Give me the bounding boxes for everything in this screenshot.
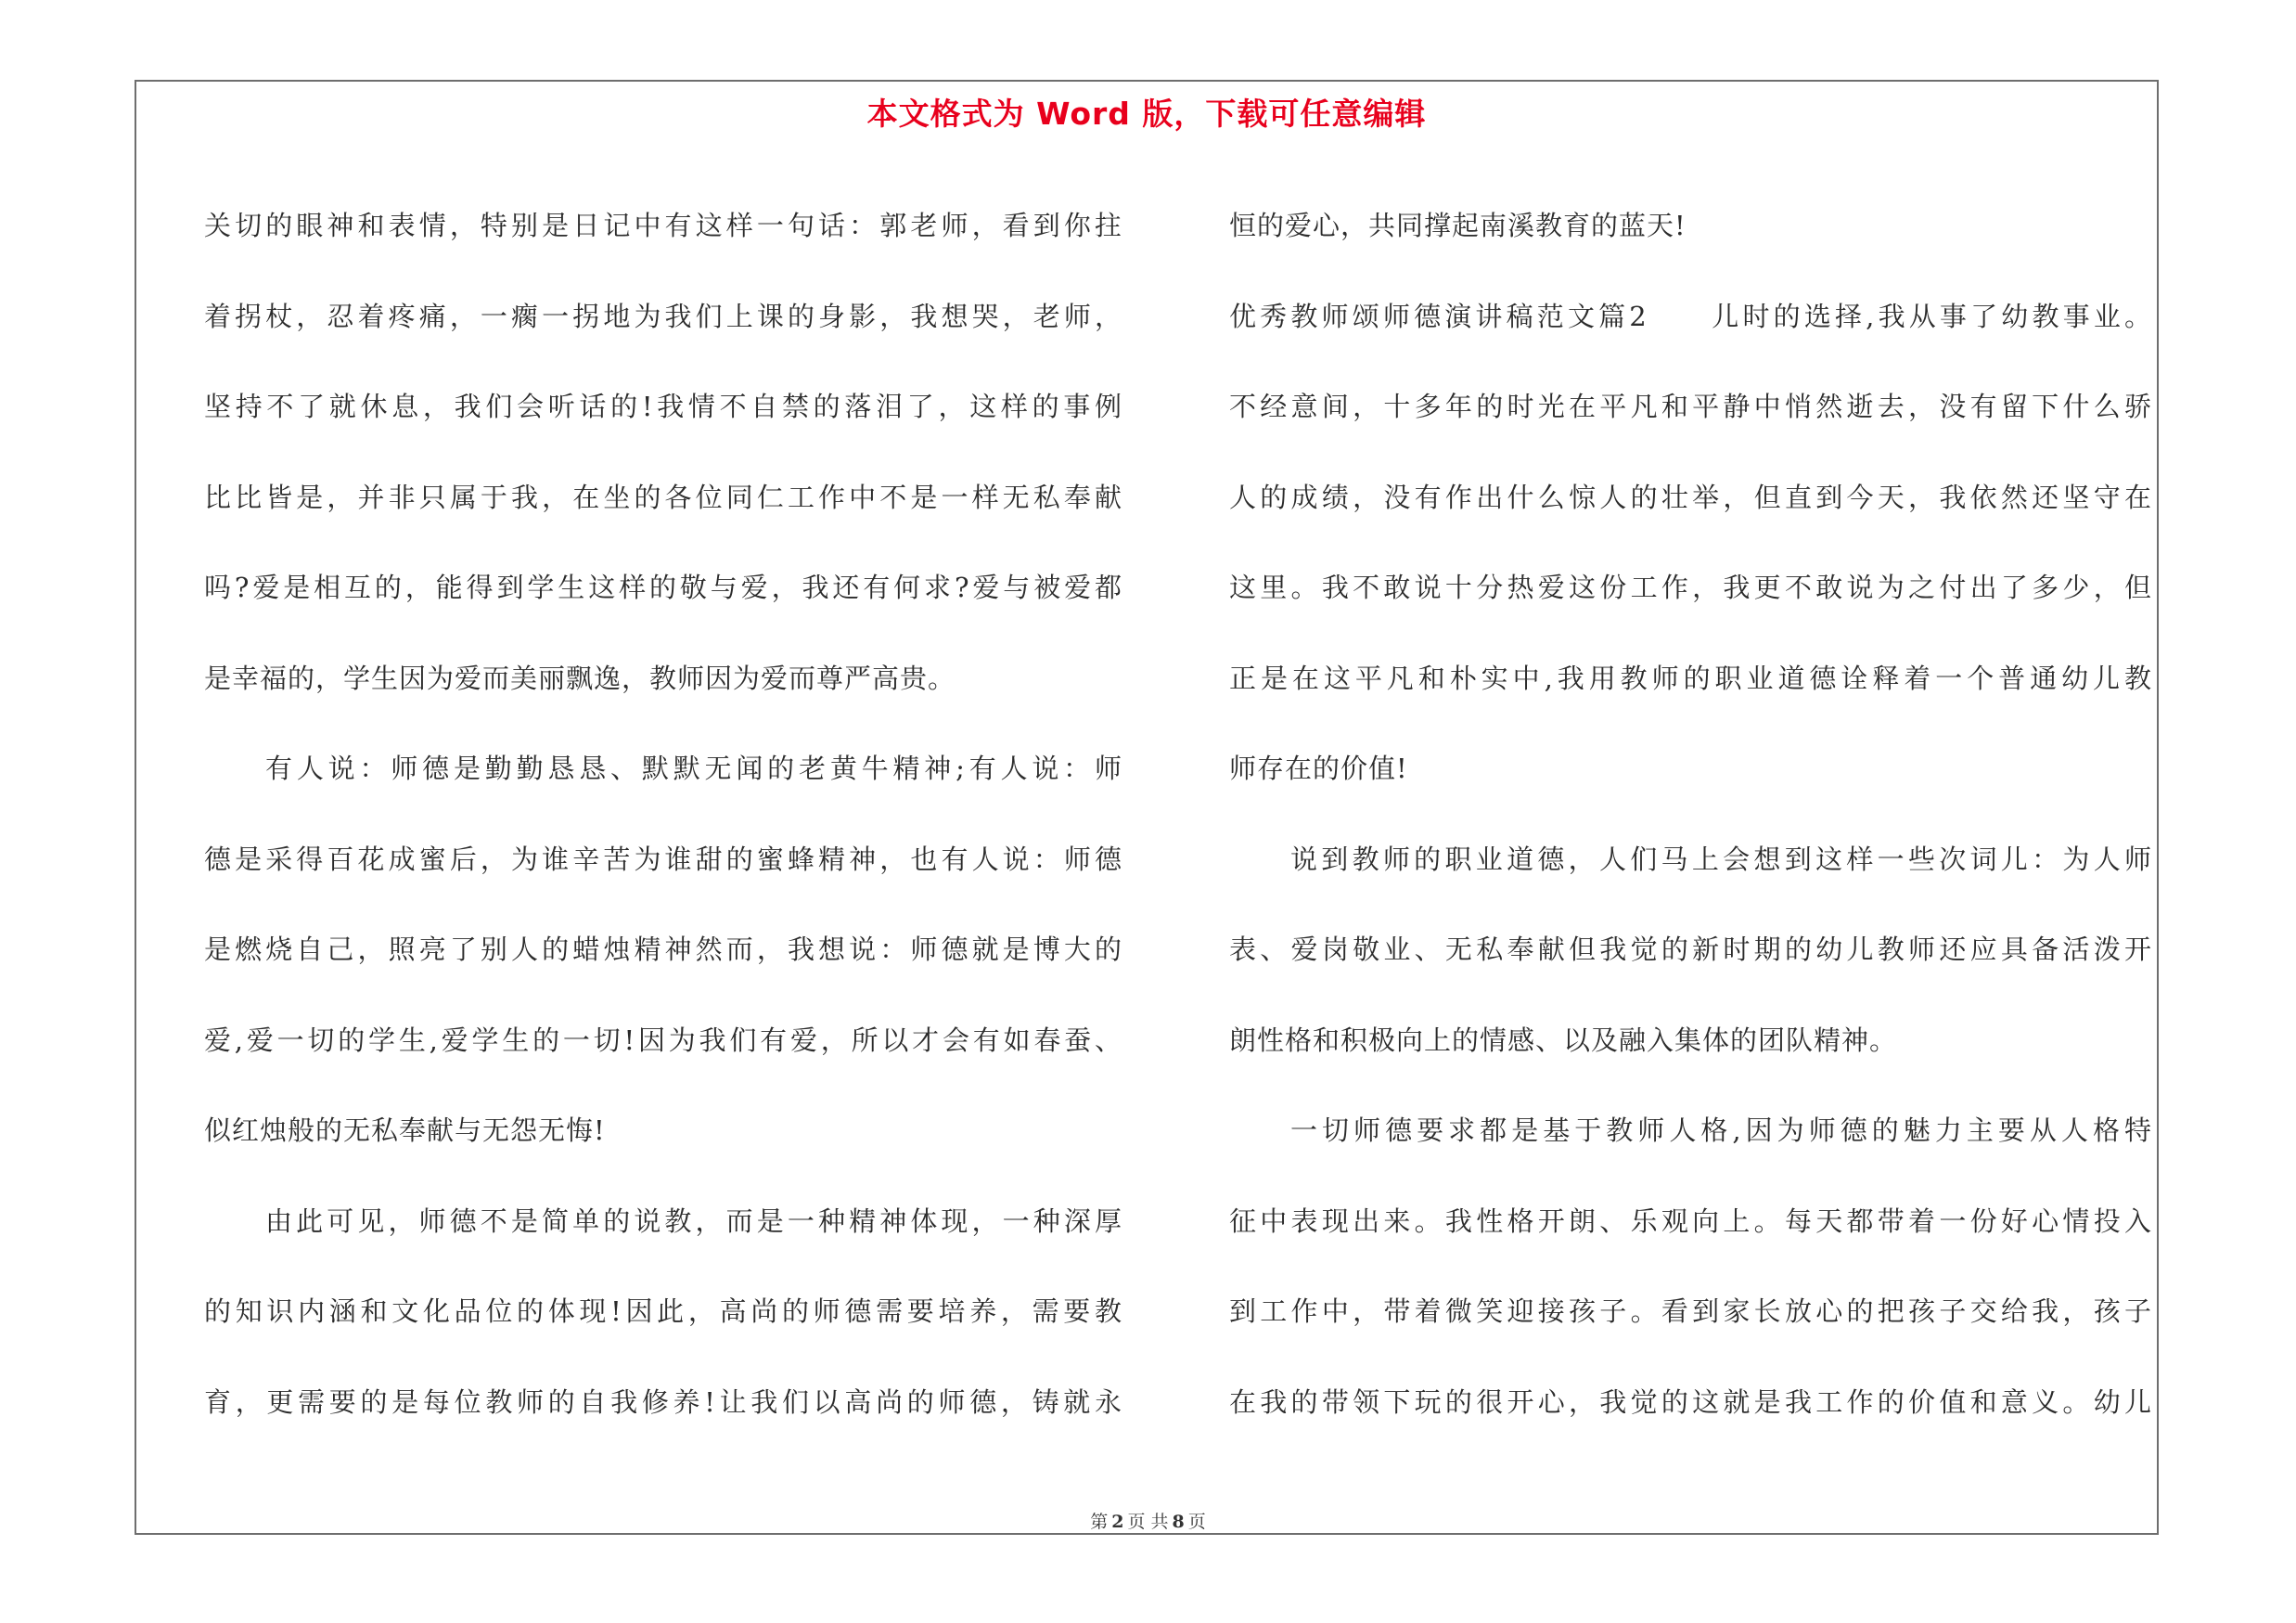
text-line: 是燃烧自己，照亮了别人的蜡烛精神然而，我想说：师德就是博大的 — [204, 934, 1122, 965]
text-line: 不经意间，十多年的时光在平凡和平静中悄然逝去，没有留下什么骄 — [1229, 391, 2152, 422]
text-line: 到工作中，带着微笑迎接孩子。看到家长放心的把孩子交给我，孩子 — [1229, 1295, 2152, 1327]
left-text-column — [204, 181, 1122, 1448]
text-line: 坚持不了就休息，我们会听话的!我情不自禁的落泪了，这样的事例 — [204, 391, 1122, 422]
text-line: 表、爱岗敬业、无私奉献但我觉的新时期的幼儿教师还应具备活泼开 — [1229, 934, 2152, 965]
text-line: 在我的带领下玩的很开心，我觉的这就是我工作的价值和意义。幼儿 — [1229, 1385, 2152, 1418]
footer-middle: 页 共 — [1127, 1512, 1169, 1532]
footer-suffix: 页 — [1187, 1512, 1206, 1532]
text-line: 说到教师的职业道德，人们马上会想到这样一些次词儿：为人师 — [1290, 843, 2152, 875]
total-page-count: 8 — [1172, 1512, 1185, 1532]
text-line: 征中表现出来。我性格开朗、乐观向上。每天都带着一份好心情投入 — [1229, 1204, 2152, 1237]
text-line: 恒的爱心，共同撑起南溪教育的蓝天! — [1229, 210, 1687, 241]
text-line: 似红烛般的无私奉献与无怨无悔! — [204, 1114, 606, 1146]
text-line: 关切的眼神和表情，特别是日记中有这样一句话：郭老师，看到你拄 — [204, 210, 1122, 241]
current-page-number: 2 — [1111, 1512, 1124, 1532]
text-line: 优秀教师颂师德演讲稿范文篇2 儿时的选择,我从事了幼教事业。 — [1229, 300, 2152, 332]
text-line: 有人说：师德是勤勤恳恳、默默无闻的老黄牛精神;有人说：师 — [265, 753, 1122, 784]
text-line: 着拐杖，忍着疼痛，一瘸一拐地为我们上课的身影，我想哭，老师， — [204, 300, 1122, 332]
page-footer — [0, 1508, 2296, 1533]
text-line: 正是在这平凡和朴实中,我用教师的职业道德诠释着一个普通幼儿教 — [1229, 662, 2152, 694]
text-line: 的知识内涵和文化品位的体现!因此，高尚的师德需要培养，需要教 — [204, 1295, 1122, 1327]
text-line: 朗性格和积极向上的情感、以及融入集体的团队精神。 — [1229, 1024, 1898, 1056]
text-line: 师存在的价值! — [1229, 753, 1408, 784]
text-line: 这里。我不敢说十分热爱这份工作，我更不敢说为之付出了多少，但 — [1229, 572, 2152, 603]
text-line: 吗?爱是相互的，能得到学生这样的敬与爱，我还有何求?爱与被爱都 — [204, 572, 1122, 603]
right-text-column — [1229, 181, 2152, 1448]
text-line: 一切师德要求都是基于教师人格,因为师德的魅力主要从人格特 — [1290, 1114, 2152, 1146]
text-line: 人的成绩，没有作出什么惊人的壮举，但直到今天，我依然还坚守在 — [1229, 481, 2152, 513]
text-line: 德是采得百花成蜜后，为谁辛苦为谁甜的蜜蜂精神，也有人说：师德 — [204, 843, 1122, 875]
format-banner: 本文格式为 Word 版，下载可任意编辑 — [866, 96, 1427, 132]
text-line: 由此可见，师德不是简单的说教，而是一种精神体现，一种深厚 — [265, 1204, 1122, 1237]
text-line: 育，更需要的是每位教师的自我修养!让我们以高尚的师德，铸就永 — [204, 1385, 1122, 1418]
text-line: 比比皆是，并非只属于我，在坐的各位同仁工作中不是一样无私奉献 — [204, 481, 1122, 513]
text-line: 是幸福的，学生因为爱而美丽飘逸，教师因为爱而尊严高贵。 — [204, 662, 956, 694]
text-line: 爱,爱一切的学生,爱学生的一切!因为我们有爱，所以才会有如春蚕、 — [204, 1024, 1122, 1056]
footer-prefix: 第 — [1090, 1512, 1109, 1532]
